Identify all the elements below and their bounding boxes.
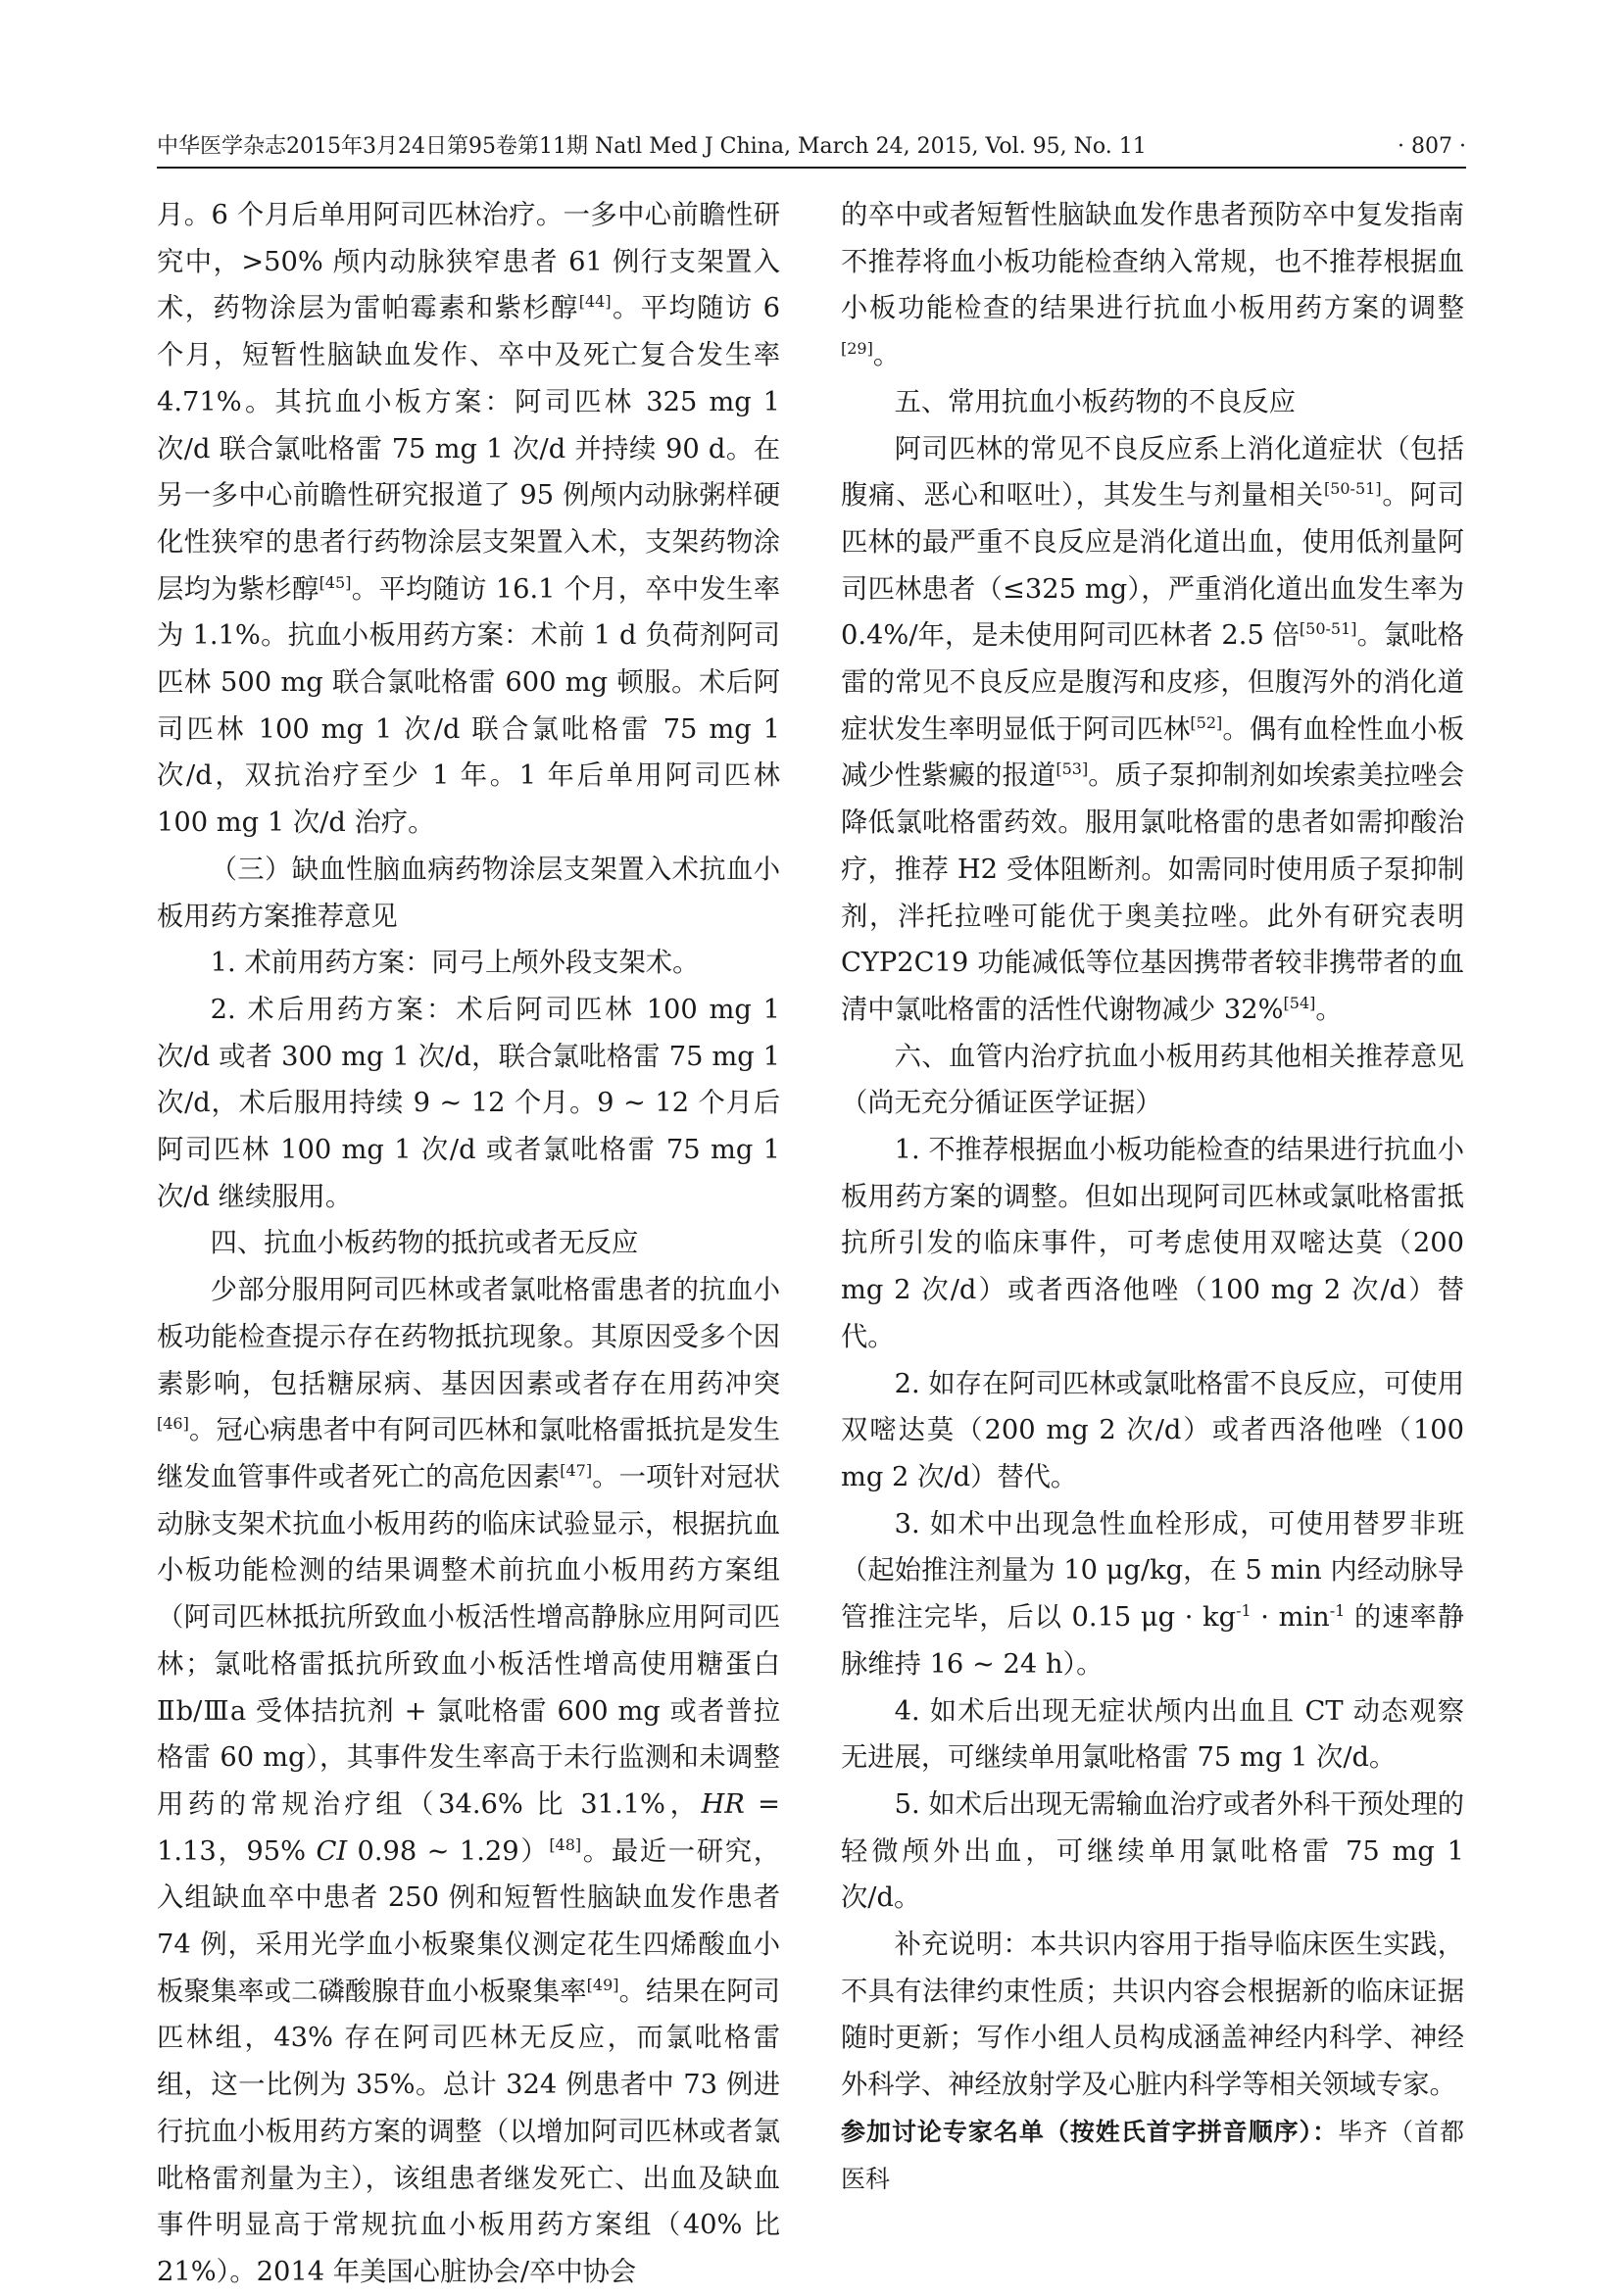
recommendation-item: 4. 如术后出现无症状颅内出血且 CT 动态观察无进展，可继续单用氯吡格雷 75 mg 1 次/d。 — [841, 1695, 1464, 1774]
reference: [53] — [1055, 759, 1089, 779]
exponent: -1 — [1236, 1601, 1252, 1620]
text-run: 3. 如术中出现急性血栓形成，可使用替罗非班（起始推注剂量为 10 μg/kg，在 5 min 内经动脉导管推注完毕，后以 0.15 μg · kg — [841, 1508, 1464, 1634]
experts-text: 毕齐（首都医科 — [841, 2117, 1464, 2193]
recommendation-item — [841, 1501, 1464, 1688]
recommendation-item: 2. 术后用药方案：术后阿司匹林 100 mg 1 次/d 或者 300 mg 1 次/d，联合氯吡格雷 75 mg 1 次/d，术后服用持续 9 ~ 12 个月。9 ~ 12 个月后阿司匹林 100 mg 1 次/d 或者氯吡格雷 75 mg 1 次/d 继续服用。 — [157, 994, 780, 1212]
paragraph — [157, 1267, 780, 2295]
text-run: 。质子泵抑制剂如埃索美拉唑会降低氯吡格雷药效。服用氯吡格雷的患者如需抑酸治疗，推荐 H2 受体阻断剂。如需同时使用质子泵抑制剂，泮托拉唑可能优于奥美拉唑。此外有研究表明 CYP2C19 功能减低等位基因携带者较非携带者的血清中氯吡格雷的活性代谢物减少 32% — [841, 760, 1465, 1025]
reference: [49] — [586, 1975, 619, 1994]
left-column — [157, 192, 780, 2296]
text-run: 。结果在阿司匹林组，43% 存在阿司匹林无反应，而氯吡格雷组，这一比例为 35%。总计 324 例患者中 73 例进行抗血小板用药方案的调整（以增加阿司匹林或者氯吡格雷剂量为主），该组患者继发死亡、出血及缺血事件明显高于常规抗血小板用药方案组（40% 比 21%）。2014 年美国心脏协会/卒中协会 — [157, 1976, 781, 2287]
recommendation-item: 5. 如术后出现无需输血治疗或者外科干预处理的轻微颅外出血，可继续单用氯吡格雷 75 mg 1 次/d。 — [841, 1788, 1464, 1914]
reference: [47] — [560, 1460, 593, 1480]
text-run: 月。6 个月后单用阿司匹林治疗。一多中心前瞻性研究中，>50% 颅内动脉狭窄患者 61 例行支架置入术，药物涂层为雷帕霉素和紫杉醇 — [157, 200, 780, 324]
text-run: 。 — [872, 340, 901, 371]
section-heading: （三）缺血性脑血病药物涂层支架置入术抗血小板用药方案推荐意见 — [157, 854, 780, 932]
paragraph — [841, 192, 1464, 379]
text-run: 。一项针对冠状动脉支架术抗血小板用药的临床试验显示，根据抗血小板功能检测的结果调整术前抗血小板用药方案组（阿司匹林抵抗所致血小板活性增高静脉应用阿司匹林；氯吡格雷抵抗所致血小板活性增高使用糖蛋白Ⅱb/Ⅲa 受体拮抗剂 + 氯吡格雷 600 mg 或者普拉格雷 60 mg），其事件发生率高于未行监测和未调整用药的常规治疗组（34.6% 比 31.1%， — [157, 1461, 781, 1820]
experts-label: 参加讨论专家名单（按姓氏首字拼音顺序）： — [841, 2117, 1339, 2146]
recommendation-item: 1. 术前用药方案：同弓上颅外段支架术。 — [210, 948, 700, 979]
header-rule — [157, 167, 1466, 169]
paragraph — [157, 192, 780, 847]
text-run: 。阿司匹林的最严重不良反应是消化道出血，使用低剂量阿司匹林患者（≤325 mg），严重消化道出血发生率为 0.4%/年，是未使用阿司匹林者 2.5 倍 — [841, 480, 1464, 652]
experts-list — [841, 2109, 1464, 2202]
running-header — [157, 130, 1466, 164]
text-run: 阿司匹林的常见不良反应系上消化道症状（包括腹痛、恶心和呕吐），其发生与剂量相关 — [841, 433, 1464, 512]
text-run: 。 — [1315, 994, 1343, 1025]
text-run: = 1.13，95% — [157, 1788, 780, 1867]
reference: [50-51] — [1323, 479, 1382, 499]
reference: [52] — [1190, 712, 1223, 732]
reference: [54] — [1283, 993, 1316, 1012]
text-run: 的卒中或者短暂性脑缺血发作患者预防卒中复发指南不推荐将血小板功能检查纳入常规，也不推荐根据血小板功能检查的结果进行抗血小板用药方案的调整 — [841, 200, 1464, 324]
section-heading: 四、抗血小板药物的抵抗或者无反应 — [210, 1228, 639, 1259]
text-run: 。平均随访 16.1 个月，卒中发生率为 1.1%。抗血小板用药方案：术前 1 d 负荷剂阿司匹林 500 mg 联合氯吡格雷 600 mg 顿服。术后阿司匹林 100 mg 1 次/d 联合氯吡格雷 75 mg 1 次/d，双抗治疗至少 1 年。1 年后单用阿司匹林 100 mg 1 次/d 治疗。 — [157, 573, 780, 839]
recommendation-item: 2. 如存在阿司匹林或氯吡格雷不良反应，可使用双嘧达莫（200 mg 2 次/d）或者西洛他唑（100 mg 2 次/d）替代。 — [841, 1368, 1464, 1492]
reference: [29] — [841, 339, 873, 359]
italic-term: HR — [701, 1788, 745, 1820]
right-column — [841, 192, 1464, 2202]
text-run: 。偶有血栓性血小板减少性紫癜的报道 — [841, 713, 1465, 792]
section-heading: 五、常用抗血小板药物的不良反应 — [894, 386, 1297, 417]
reference: [46] — [157, 1414, 189, 1434]
text-run: 的速率静脉维持 16 ~ 24 h）。 — [841, 1602, 1464, 1680]
reference: [48] — [549, 1834, 582, 1854]
recommendation-item: 1. 不推荐根据血小板功能检查的结果进行抗血小板用药方案的调整。但如出现阿司匹林或氯吡格雷抵抗所引发的临床事件，可考虑使用双嘧达莫（200 mg 2 次/d）或者西洛他唑（100 mg 2 次/d）替代。 — [841, 1135, 1464, 1352]
text-run: · min — [1251, 1602, 1330, 1634]
exponent: -1 — [1329, 1601, 1346, 1620]
text-run: 。平均随访 6 个月，短暂性脑缺血发作、卒中及死亡复合发生率 4.71%。其抗血小板方案：阿司匹林 325 mg 1 次/d 联合氯吡格雷 75 mg 1 次/d 并持续 90 d。在另一多中心前瞻性研究报道了 95 例颅内动脉粥样硬化性狭窄的患者行药物涂层支架置入术，支架药物涂层均为紫杉醇 — [157, 293, 781, 605]
page-number: · 807 · — [1398, 134, 1466, 159]
reference: [50-51] — [1299, 619, 1357, 639]
text-run: 。氯吡格雷的常见不良反应是腹泻和皮疹，但腹泻外的消化道症状发生率明显低于阿司匹林 — [841, 620, 1464, 745]
text-run: 。最近一研究，入组缺血卒中患者 250 例和短暂性脑缺血发作患者 74 例，采用光学血小板聚集仪测定花生四烯酸血小板聚集率或二磷酸腺苷血小板聚集率 — [157, 1835, 780, 2007]
text-run: 少部分服用阿司匹林或者氯吡格雷患者的抗血小板功能检查提示存在药物抵抗现象。其原因受多个因素影响，包括糖尿病、基因因素或者存在用药冲突 — [157, 1275, 780, 1399]
supplement-note: 补充说明：本共识内容用于指导临床医生实践，不具有法律约束性质；共识内容会根据新的临床证据随时更新；写作小组人员构成涵盖神经内科学、神经外科学、神经放射学及心脏内科学等相关领域专家。 — [841, 1930, 1464, 2101]
reference: [44] — [578, 292, 612, 312]
journal-citation: 中华医学杂志2015年3月24日第95卷第11期 Natl Med J China, March 24, 2015, Vol. 95, No. 11 — [157, 134, 1147, 159]
text-run: 。冠心病患者中有阿司匹林和氯吡格雷抵抗是发生继发血管事件或者死亡的高危因素 — [157, 1415, 780, 1492]
section-heading: 六、血管内治疗抗血小板用药其他相关推荐意见（尚无充分循证医学证据） — [841, 1041, 1464, 1119]
text-run: 0.98 ~ 1.29） — [347, 1835, 550, 1867]
reference: [45] — [319, 572, 352, 592]
italic-term: CI — [316, 1835, 348, 1867]
paragraph — [841, 426, 1464, 1034]
